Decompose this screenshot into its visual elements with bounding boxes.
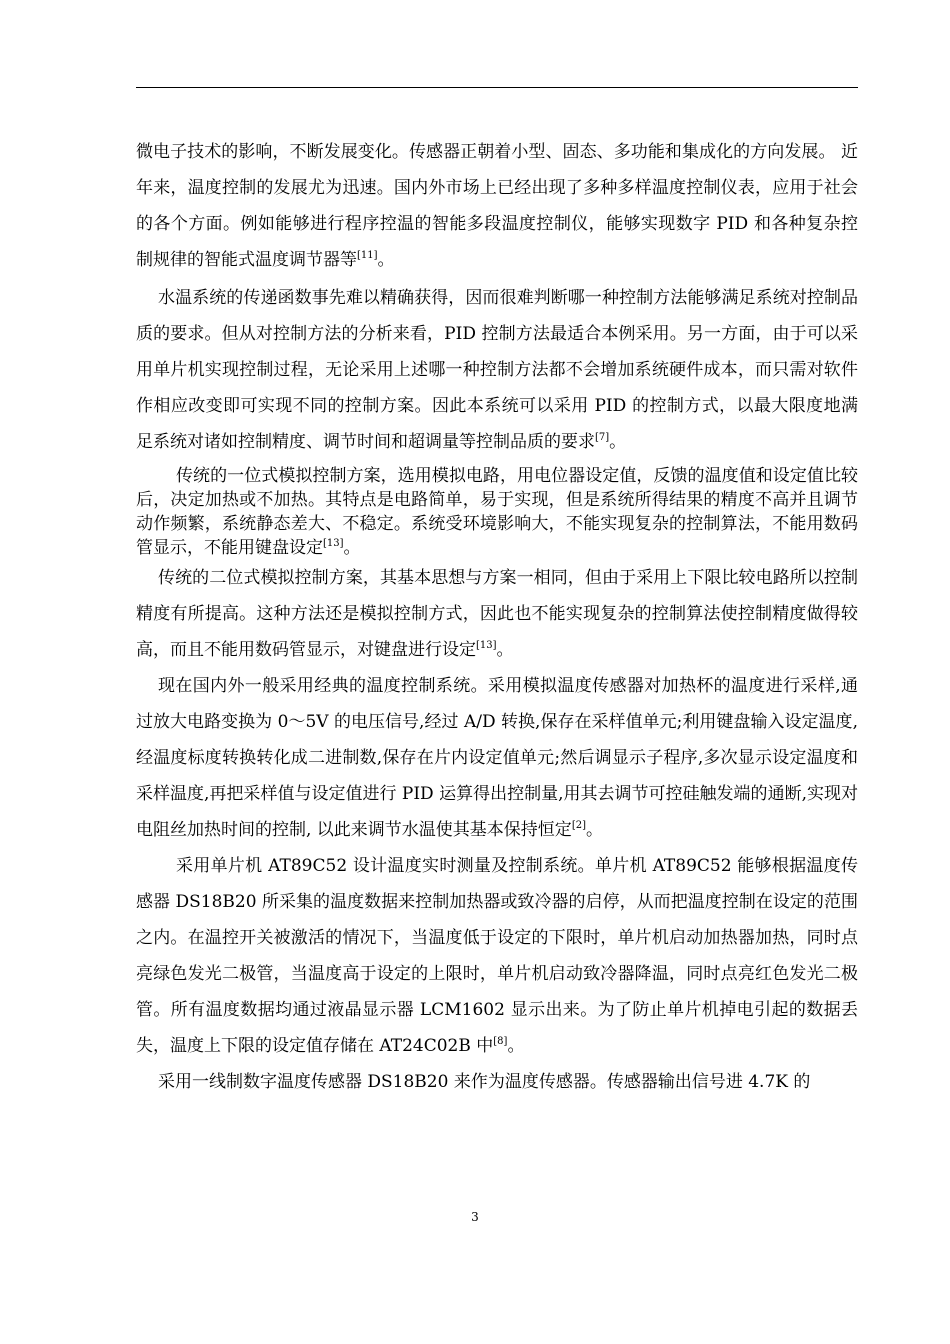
- citation: [7]: [595, 432, 610, 443]
- citation: [13]: [476, 640, 497, 651]
- paragraph-2: 水温系统的传递函数事先难以精确获得，因而很难判断哪一种控制方法能够满足系统对控制品质的要求。但从对控制方法的分析来看，PID 控制方法最适合本例采用。另一方面，由于可以采用单片机实现控制过程，无论采用上述哪一种控制方法都不会增加系统硬件成本，而只需对软件作相应改变即可实现不同的控制方案。因此本系统可以采用 PID 的控制方式，以最大限度地满足系统对诸如控制精度、调节时间和超调量等控制品质的要求[7]。: [136, 288, 858, 452]
- citation: [11]: [357, 250, 378, 261]
- paragraph-7: 采用一线制数字温度传感器 DS18B20 来作为温度传感器。传感器输出信号进 4.7K 的: [158, 1072, 811, 1092]
- citation: [13]: [323, 538, 344, 549]
- paragraph-3: 传统的一位式模拟控制方案，选用模拟电路，用电位器设定值，反馈的温度值和设定值比较后，决定加热或不加热。其特点是电路简单，易于实现，但是系统所得结果的精度不高并且调节动作频繁，系统静态差大、不稳定。系统受环境影响大，不能实现复杂的控制算法，不能用数码管显示，不能用键盘设定[13]。: [136, 466, 858, 558]
- paragraph-4: 传统的二位式模拟控制方案，其基本思想与方案一相同，但由于采用上下限比较电路所以控制精度有所提高。这种方法还是模拟控制方式，因此也不能实现复杂的控制算法使控制精度做得较高，而且不能用数码管显示，对键盘进行设定[13]。: [136, 568, 858, 660]
- body-text: [136, 134, 858, 1100]
- citation: [8]: [493, 1036, 508, 1047]
- page-number: 3: [471, 1210, 479, 1224]
- paragraph-1: 微电子技术的影响，不断发展变化。传感器正朝着小型、固态、多功能和集成化的方向发展。 近年来，温度控制的发展尤为迅速。国内外市场上已经出现了多种多样温度控制仪表，应用于社会的各个方面。例如能够进行程序控温的智能多段温度控制仪，能够实现数字 PID 和各种复杂控制规律的智能式温度调节器等[11]。: [136, 142, 858, 270]
- header-rule: [136, 87, 858, 88]
- paragraph-6: 采用单片机 AT89C52 设计温度实时测量及控制系统。单片机 AT89C52 能够根据温度传感器 DS18B20 所采集的温度数据来控制加热器或致冷器的启停，从而把温度控制在设定的范围之内。在温控开关被激活的情况下，当温度低于设定的下限时，单片机启动加热器加热，同时点亮绿色发光二极管，当温度高于设定的上限时，单片机启动致冷器降温，同时点亮红色发光二极管。所有温度数据均通过液晶显示器 LCM1602 显示出来。为了防止单片机掉电引起的数据丢失，温度上下限的设定值存储在 AT24C02B 中[8]。: [136, 856, 858, 1056]
- citation: [2]: [571, 820, 586, 831]
- paragraph-5: 现在国内外一般采用经典的温度控制系统。采用模拟温度传感器对加热杯的温度进行采样,通过放大电路变换为 0～5V 的电压信号,经过 A/D 转换,保存在采样值单元;利用键盘输入设定温度,经温度标度转换转化成二进制数,保存在片内设定值单元;然后调显示子程序,多次显示设定温度和采样温度,再把采样值与设定值进行 PID 运算得出控制量,用其去调节可控硅触发端的通断,实现对电阻丝加热时间的控制, 以此来调节水温使其基本保持恒定[2]。: [136, 676, 858, 840]
